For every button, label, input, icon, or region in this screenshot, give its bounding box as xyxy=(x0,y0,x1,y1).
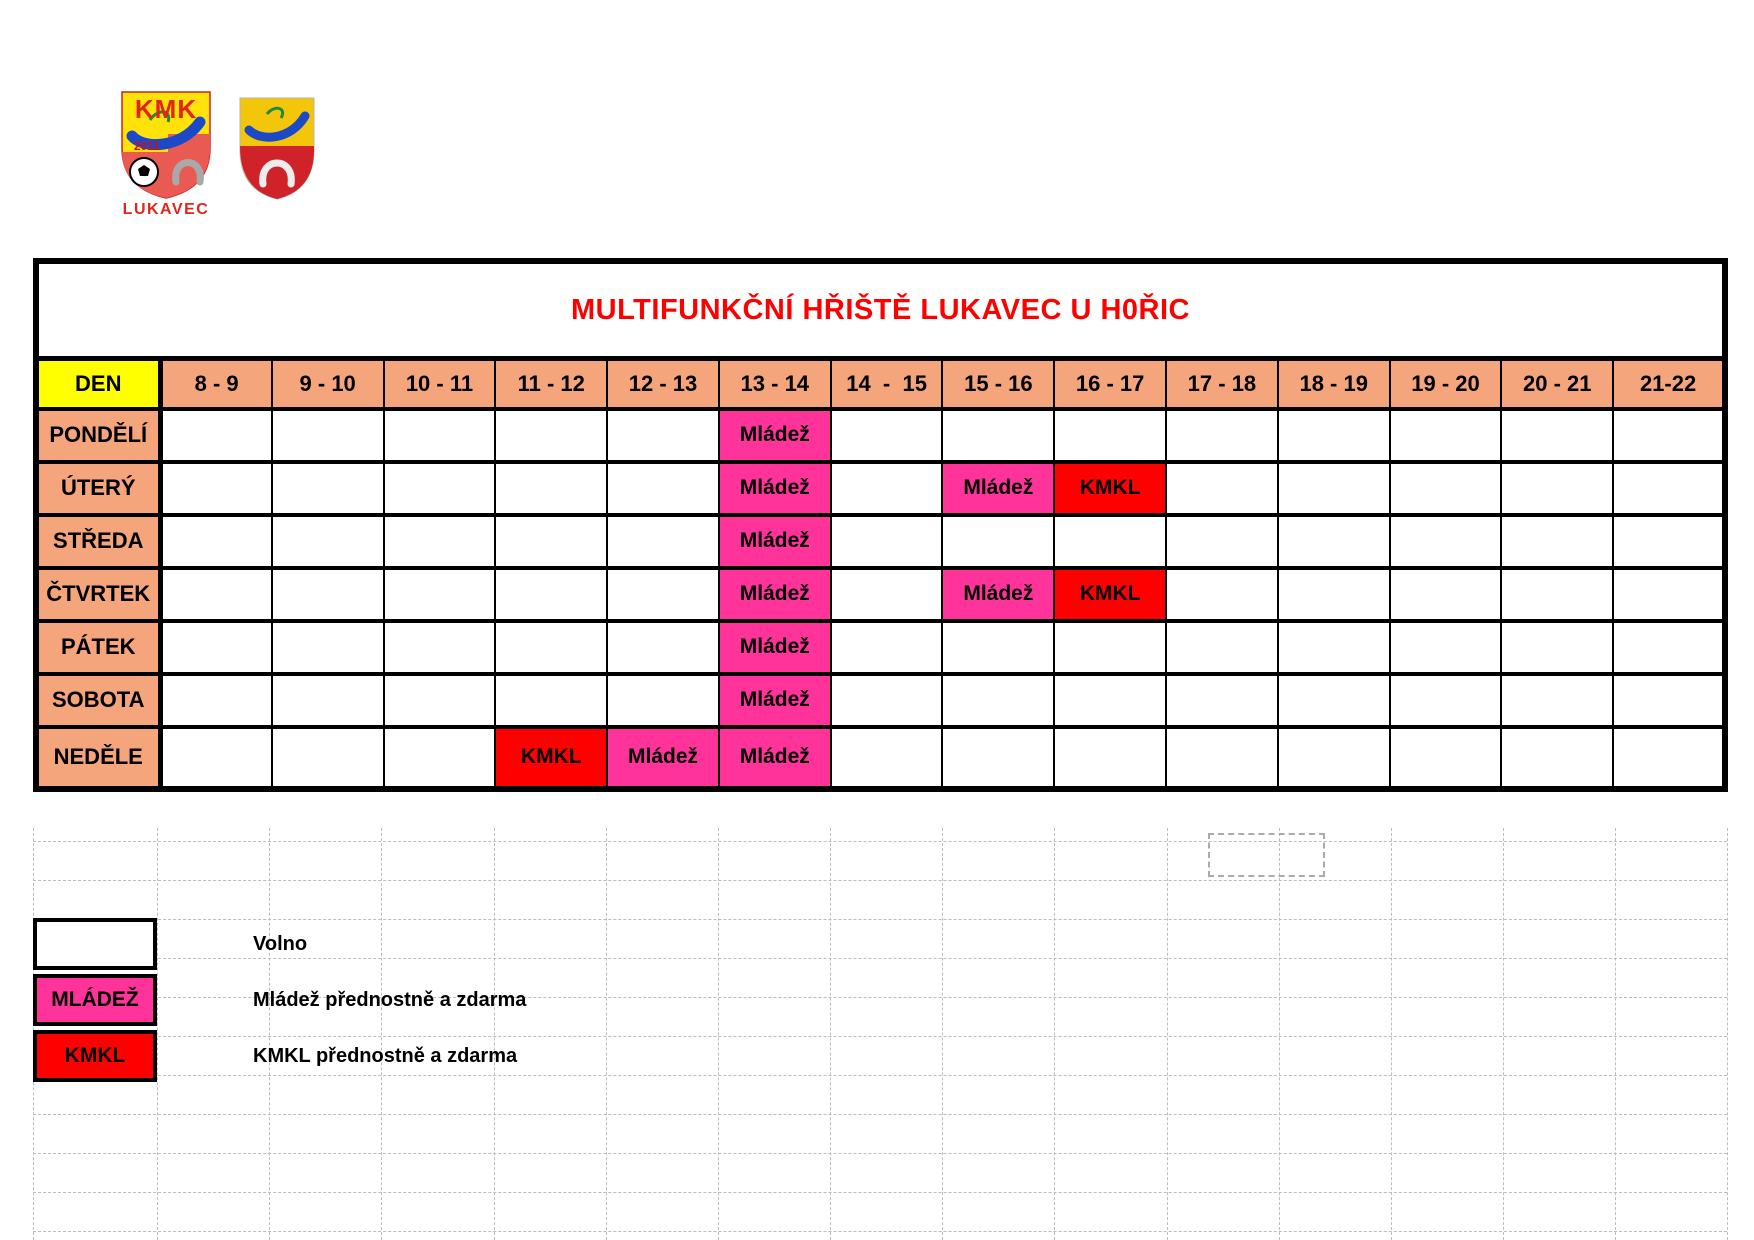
free-cell xyxy=(384,674,496,727)
time-slot-header: 8 - 9 xyxy=(160,359,272,409)
kmk-lukavec-logo xyxy=(116,90,216,220)
free-cell xyxy=(160,462,272,515)
free-cell xyxy=(1054,674,1166,727)
free-cell xyxy=(942,621,1054,674)
booked-cell-mladez: Mládež xyxy=(719,674,831,727)
free-cell xyxy=(495,462,607,515)
free-cell xyxy=(1278,727,1390,789)
grid-hline xyxy=(33,1192,1727,1193)
booked-cell-mladez: Mládež xyxy=(942,462,1054,515)
free-cell xyxy=(831,674,943,727)
free-cell xyxy=(1166,409,1278,462)
free-cell xyxy=(1390,621,1502,674)
free-cell xyxy=(607,409,719,462)
day-row xyxy=(36,462,1725,515)
free-cell xyxy=(1501,568,1613,621)
time-slot-header: 10 - 11 xyxy=(384,359,496,409)
booked-cell-mladez: Mládež xyxy=(719,515,831,568)
grid-vline xyxy=(1279,828,1280,1240)
free-cell xyxy=(942,409,1054,462)
grid-vline xyxy=(718,828,719,1240)
free-cell xyxy=(1166,727,1278,789)
free-cell xyxy=(1613,674,1725,727)
grid-vline xyxy=(942,828,943,1240)
day-row xyxy=(36,621,1725,674)
booked-cell-mladez: Mládež xyxy=(719,727,831,789)
legend-description-volno: Volno xyxy=(253,932,308,955)
grid-hline xyxy=(33,1153,1727,1154)
free-cell xyxy=(1501,515,1613,568)
time-slot-header: 21-22 xyxy=(1613,359,1725,409)
free-cell xyxy=(1054,727,1166,789)
free-cell xyxy=(831,621,943,674)
free-cell xyxy=(1278,515,1390,568)
free-cell xyxy=(384,515,496,568)
free-cell xyxy=(1166,462,1278,515)
free-cell xyxy=(1166,568,1278,621)
free-cell xyxy=(384,462,496,515)
free-cell xyxy=(1613,462,1725,515)
free-cell xyxy=(384,568,496,621)
free-cell xyxy=(1390,462,1502,515)
grid-hline xyxy=(33,1114,1727,1115)
grid-vline xyxy=(1727,828,1728,1240)
free-cell xyxy=(1166,621,1278,674)
free-cell xyxy=(1501,462,1613,515)
free-cell xyxy=(272,462,384,515)
free-cell xyxy=(1166,674,1278,727)
booked-cell-kmkl: KMKL xyxy=(1054,568,1166,621)
free-cell xyxy=(1054,621,1166,674)
time-slot-header: 15 - 16 xyxy=(942,359,1054,409)
booked-cell-mladez: Mládež xyxy=(942,568,1054,621)
grid-hline xyxy=(33,880,1727,881)
free-cell xyxy=(1054,409,1166,462)
day-label: SOBOTA xyxy=(36,674,160,727)
day-column-header: DEN xyxy=(36,359,160,409)
free-cell xyxy=(607,568,719,621)
empty-dashed-cell xyxy=(1208,833,1325,877)
time-slot-header: 20 - 21 xyxy=(1501,359,1613,409)
free-cell xyxy=(831,515,943,568)
free-cell xyxy=(1278,621,1390,674)
free-cell xyxy=(607,462,719,515)
free-cell xyxy=(160,674,272,727)
legend-item-mladez xyxy=(33,974,526,1026)
page-title: MULTIFUNKČNÍ HŘIŠTĚ LUKAVEC U H0ŘIC xyxy=(36,261,1725,359)
kmk-logo-lukavec-text: LUKAVEC xyxy=(122,201,210,218)
free-cell xyxy=(1390,674,1502,727)
free-cell xyxy=(272,621,384,674)
day-row xyxy=(36,515,1725,568)
free-cell xyxy=(495,621,607,674)
free-cell xyxy=(1390,568,1502,621)
free-cell xyxy=(495,568,607,621)
booked-cell-mladez: Mládež xyxy=(719,568,831,621)
booked-cell-kmkl: KMKL xyxy=(1054,462,1166,515)
header-row xyxy=(36,359,1725,409)
free-cell xyxy=(1054,515,1166,568)
free-cell xyxy=(1613,621,1725,674)
free-cell xyxy=(160,568,272,621)
free-cell xyxy=(384,621,496,674)
free-cell xyxy=(1390,727,1502,789)
grid-vline xyxy=(1391,828,1392,1240)
kmk-logo-year: 2011 xyxy=(133,139,161,153)
legend-description-mladez: Mládež přednostně a zdarma xyxy=(253,988,527,1011)
legend-swatch-mladez: MLÁDEŽ xyxy=(33,974,157,1026)
free-cell xyxy=(495,409,607,462)
free-cell xyxy=(272,409,384,462)
time-slot-header: 12 - 13 xyxy=(607,359,719,409)
free-cell xyxy=(831,727,943,789)
day-row xyxy=(36,727,1725,789)
free-cell xyxy=(1166,515,1278,568)
logo-area xyxy=(116,90,326,220)
free-cell xyxy=(160,409,272,462)
free-cell xyxy=(1613,727,1725,789)
free-cell xyxy=(272,674,384,727)
booked-cell-mladez: Mládež xyxy=(719,462,831,515)
free-cell xyxy=(1613,409,1725,462)
legend-item-volno xyxy=(33,918,526,970)
free-cell xyxy=(495,515,607,568)
free-cell xyxy=(384,409,496,462)
time-slot-header: 13 - 14 xyxy=(719,359,831,409)
free-cell xyxy=(942,674,1054,727)
grid-hline xyxy=(33,1231,1727,1232)
free-cell xyxy=(1501,674,1613,727)
grid-hline xyxy=(33,841,1727,842)
grid-vline xyxy=(830,828,831,1240)
free-cell xyxy=(495,674,607,727)
free-cell xyxy=(831,568,943,621)
free-cell xyxy=(831,409,943,462)
free-cell xyxy=(160,515,272,568)
grid-vline xyxy=(1054,828,1055,1240)
day-label: STŘEDA xyxy=(36,515,160,568)
time-slot-header: 17 - 18 xyxy=(1166,359,1278,409)
free-cell xyxy=(1501,409,1613,462)
free-cell xyxy=(272,568,384,621)
legend-description-kmkl: KMKL přednostně a zdarma xyxy=(253,1044,518,1067)
free-cell xyxy=(1613,568,1725,621)
day-label: ÚTERÝ xyxy=(36,462,160,515)
grid-vline xyxy=(1167,828,1168,1240)
day-label: NEDĚLE xyxy=(36,727,160,789)
municipal-coat-of-arms xyxy=(237,96,317,202)
day-label: PÁTEK xyxy=(36,621,160,674)
day-row xyxy=(36,674,1725,727)
free-cell xyxy=(384,727,496,789)
schedule-table xyxy=(33,258,1728,792)
title-row xyxy=(36,261,1725,359)
time-slot-header: 14 - 15 xyxy=(831,359,943,409)
day-row xyxy=(36,568,1725,621)
free-cell xyxy=(607,515,719,568)
time-slot-header: 9 - 10 xyxy=(272,359,384,409)
day-label: PONDĚLÍ xyxy=(36,409,160,462)
booked-cell-mladez: Mládež xyxy=(719,621,831,674)
day-row xyxy=(36,409,1725,462)
free-cell xyxy=(1501,621,1613,674)
free-cell xyxy=(942,515,1054,568)
booked-cell-mladez: Mládež xyxy=(719,409,831,462)
free-cell xyxy=(1278,674,1390,727)
free-cell xyxy=(1278,568,1390,621)
free-cell xyxy=(831,462,943,515)
free-cell xyxy=(272,515,384,568)
erb-shield-red-field xyxy=(240,146,314,199)
legend-swatch-volno xyxy=(33,918,157,970)
time-slot-header: 16 - 17 xyxy=(1054,359,1166,409)
free-cell xyxy=(1613,515,1725,568)
grid-vline xyxy=(1615,828,1616,1240)
free-cell xyxy=(1501,727,1613,789)
booked-cell-kmkl: KMKL xyxy=(495,727,607,789)
legend-item-kmkl xyxy=(33,1030,526,1082)
free-cell xyxy=(607,621,719,674)
booked-cell-mladez: Mládež xyxy=(607,727,719,789)
grid-vline xyxy=(1503,828,1504,1240)
time-slot-header: 11 - 12 xyxy=(495,359,607,409)
free-cell xyxy=(160,727,272,789)
time-slot-header: 18 - 19 xyxy=(1278,359,1390,409)
free-cell xyxy=(1278,409,1390,462)
free-cell xyxy=(1278,462,1390,515)
free-cell xyxy=(160,621,272,674)
day-label: ČTVRTEK xyxy=(36,568,160,621)
free-cell xyxy=(607,674,719,727)
grid-vline xyxy=(606,828,607,1240)
time-slot-header: 19 - 20 xyxy=(1390,359,1502,409)
free-cell xyxy=(272,727,384,789)
kmk-logo-text: KMK xyxy=(134,94,198,124)
free-cell xyxy=(1390,409,1502,462)
legend xyxy=(33,918,526,1086)
free-cell xyxy=(1390,515,1502,568)
legend-swatch-kmkl: KMKL xyxy=(33,1030,157,1082)
free-cell xyxy=(942,727,1054,789)
